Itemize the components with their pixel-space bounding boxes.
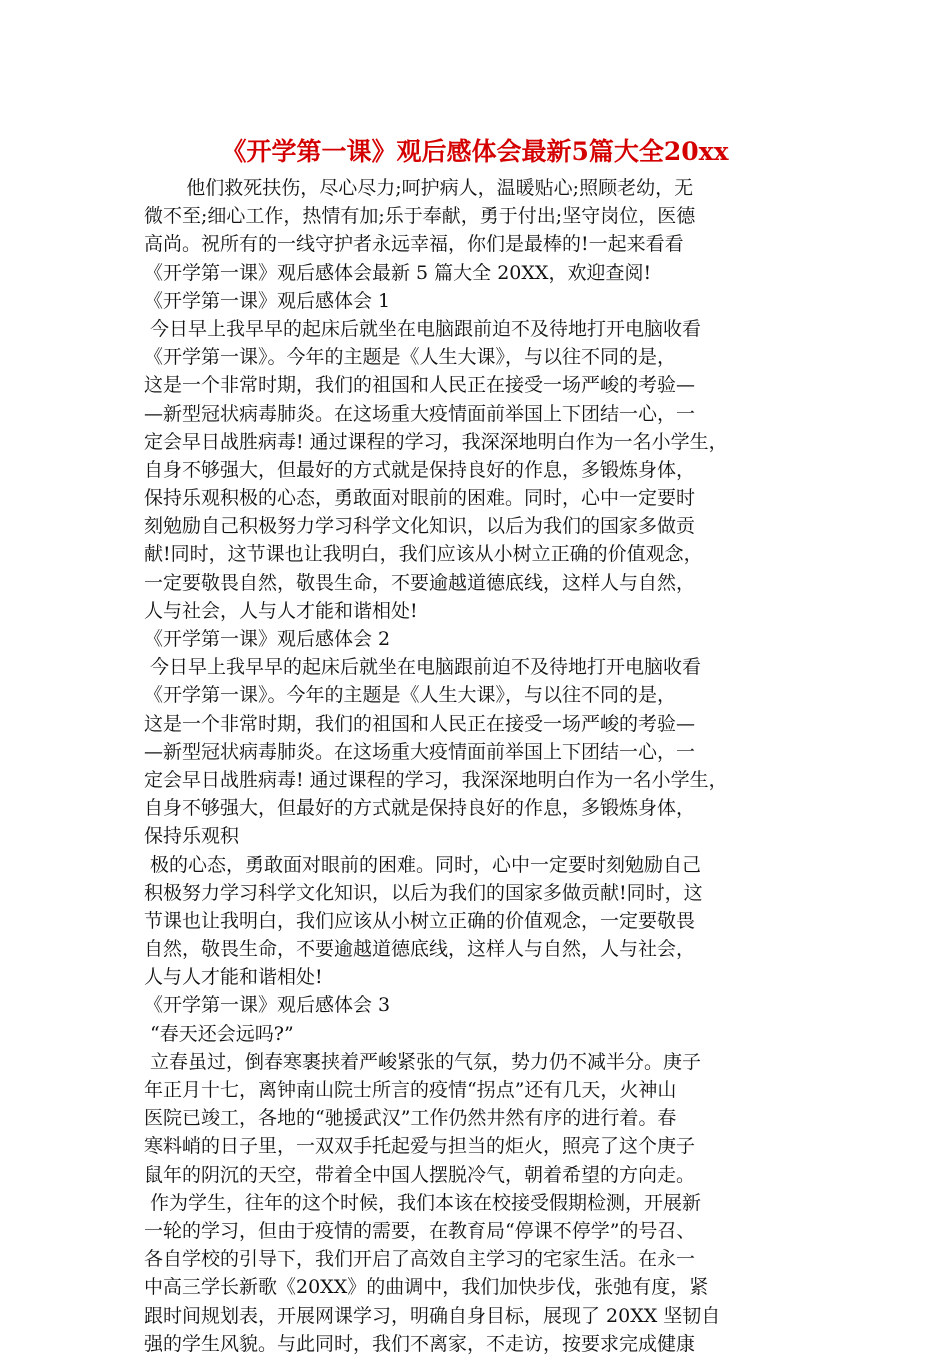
text-line: 各自学校的引导下，我们开启了高效自主学习的宅家生活。在永一 xyxy=(144,1248,696,1271)
text-line: 自然，敬畏生命，不要逾越道德底线，这样人与自然，人与社会， xyxy=(144,938,696,961)
text-line: 《开学第一课》观后感体会 3 xyxy=(144,994,391,1017)
text-line: 他们救死扶伤，尽心尽力;呵护病人，温暖贴心;照顾老幼，无 xyxy=(144,177,694,199)
text-line: 节课也让我明白，我们应该从小树立正确的价值观念，一定要敬畏 xyxy=(144,909,696,932)
text-line: 定会早日战胜病毒! 通过课程的学习，我深深地明白作为一名小学生， xyxy=(144,430,728,453)
text-line: 《开学第一课》。今年的主题是《人生大课》，与以往不同的是， xyxy=(144,684,677,707)
text-line: 自身不够强大，但最好的方式就是保持良好的作息，多锻炼身体， xyxy=(144,458,696,481)
text-line: 这是一个非常时期，我们的祖国和人民正在接受一场严峻的考验— xyxy=(144,712,696,735)
text-line: —新型冠状病毒肺炎。在这场重大疫情面前举国上下团结一心，一 xyxy=(144,740,696,763)
text-line: 微不至;细心工作，热情有加;乐于奉献，勇于付出;坚守岗位，医德 xyxy=(144,205,696,228)
text-line: 刻勉励自己积极努力学习科学文化知识，以后为我们的国家多做贡 xyxy=(144,515,696,538)
text-line: 鼠年的阴沉的天空，带着全中国人摆脱冷气，朝着希望的方向走。 xyxy=(144,1163,696,1186)
text-line: 极的心态，勇敢面对眼前的困难。同时，心中一定要时刻勉励自己 xyxy=(144,853,702,876)
text-line: 保持乐观积极的心态，勇敢面对眼前的困难。同时，心中一定要时 xyxy=(144,487,696,510)
text-line: 献!同时，这节课也让我明白，我们应该从小树立正确的价值观念， xyxy=(144,543,703,566)
text-line: 《开学第一课》观后感体会 2 xyxy=(144,628,391,650)
text-line: 保持乐观积 xyxy=(144,825,240,848)
text-line: 今日早上我早早的起床后就坐在电脑跟前迫不及待地打开电脑收看 xyxy=(144,317,702,340)
text-line: 医院已竣工，各地的“驰援武汉”工作仍然井然有序的进行着。春 xyxy=(144,1107,677,1130)
document-body xyxy=(144,174,824,1358)
text-line: 跟时间规划表，开展网课学习，明确自身目标，展现了 20XX 坚韧自 xyxy=(144,1304,721,1327)
text-line: 立春虽过，倒春寒裹挟着严峻紧张的气氛，势力仍不减半分。庚子 xyxy=(144,1050,702,1073)
text-line: 自身不够强大，但最好的方式就是保持良好的作息，多锻炼身体， xyxy=(144,797,696,820)
text-line: “春天还会远吗?” xyxy=(144,1022,294,1045)
text-line: 今日早上我早早的起床后就坐在电脑跟前迫不及待地打开电脑收看 xyxy=(144,656,702,679)
document-title: 《开学第一课》观后感体会最新5篇大全20xx xyxy=(221,137,729,166)
text-line: 作为学生，往年的这个时候，我们本该在校接受假期检测，开展新 xyxy=(144,1191,702,1214)
text-line: 年正月十七，离钟南山院士所言的疫情“拐点”还有几天，火神山 xyxy=(144,1079,677,1101)
text-line: 一轮的学习，但由于疫情的需要，在教育局“停课不停学”的号召、 xyxy=(144,1219,696,1242)
text-line: 《开学第一课》观后感体会最新 5 篇大全 20XX，欢迎查阅! xyxy=(144,261,652,284)
text-line: 《开学第一课》观后感体会 1 xyxy=(144,289,391,312)
text-line: 定会早日战胜病毒! 通过课程的学习，我深深地明白作为一名小学生， xyxy=(144,768,728,791)
text-line: 高尚。祝所有的一线守护者永远幸福，你们是最棒的!一起来看看 xyxy=(144,233,684,256)
text-line: 强的学生风貌。与此同时，我们不离家，不走访，按要求完成健康 xyxy=(144,1332,696,1355)
text-line: 人与社会，人与人才能和谐相处! xyxy=(144,599,418,622)
text-line: —新型冠状病毒肺炎。在这场重大疫情面前举国上下团结一心，一 xyxy=(144,402,696,425)
text-line: 积极努力学习科学文化知识，以后为我们的国家多做贡献!同时，这 xyxy=(144,881,703,904)
text-line: 《开学第一课》。今年的主题是《人生大课》，与以往不同的是， xyxy=(144,346,677,369)
text-line: 寒料峭的日子里，一双双手托起爱与担当的炬火，照亮了这个庚子 xyxy=(144,1135,696,1158)
text-line: 这是一个非常时期，我们的祖国和人民正在接受一场严峻的考验— xyxy=(144,374,696,397)
text-line: 人与人才能和谐相处! xyxy=(144,966,323,989)
text-line: 中高三学长新歌《20XX》的曲调中，我们加快步伐，张弛有度，紧 xyxy=(144,1276,709,1299)
text-line: 一定要敬畏自然，敬畏生命，不要逾越道德底线，这样人与自然， xyxy=(144,571,696,594)
